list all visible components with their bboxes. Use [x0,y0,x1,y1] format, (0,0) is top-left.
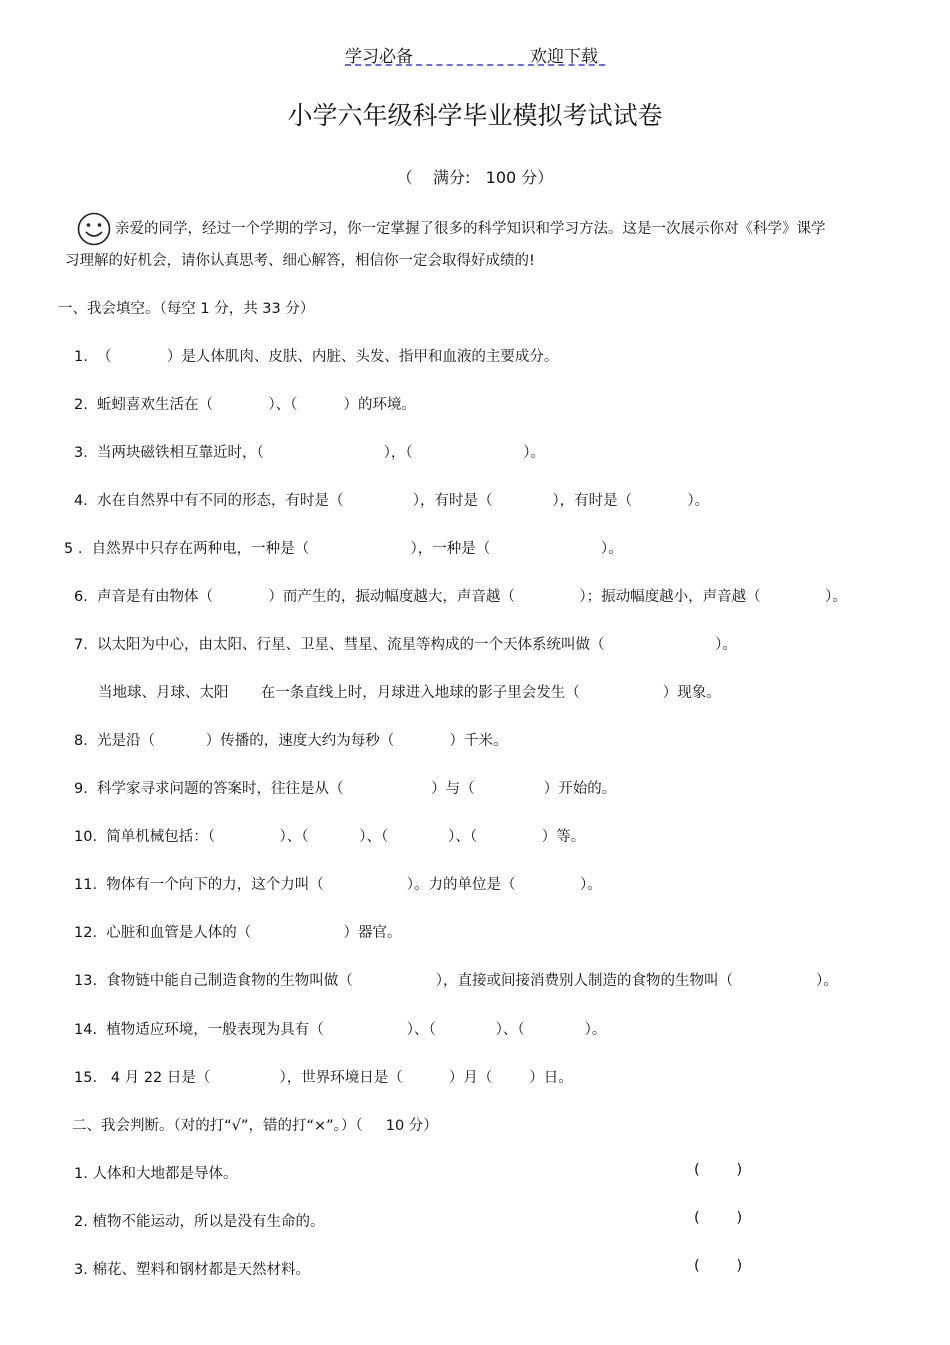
header-left-text: 学习必备 [345,47,413,67]
fill-question-9: 9. 科学家寻求问题的答案时，往往是从（ ）与（ ）开始的。 [74,781,617,797]
header-dashed-rule [345,64,605,66]
fill-question-3: 3. 当两块磁铁相互靠近时，（ ），（ ）。 [74,445,546,461]
judge-question-2: 2. 植物不能运动，所以是没有生命的。 [74,1214,325,1230]
fill-question-11: 11. 物体有一个向下的力，这个力叫（ ）。力的单位是（ ）。 [74,877,602,893]
score-line: （ 满分: 100 分） [396,168,554,187]
judge-question-1: 1. 人体和大地都是导体。 [74,1166,238,1182]
fill-question-5: 5 . 自然界中只存在两种电，一种是（ ），一种是（ ）。 [64,541,623,557]
header-right-text: 欢迎下载 [530,47,598,67]
section2-heading: 二、我会判断。（对的打“√”，错的打“×”。）（ 10 分） [72,1118,438,1134]
intro-line-1: 亲爱的同学，经过一个学期的学习，你一定掌握了很多的科学知识和学习方法。这是一次展示你对《科学》课学 [115,221,826,237]
fill-question-14: 14. 植物适应环境，一般表现为具有（ ）、（ ）、（ ）。 [74,1022,607,1038]
fill-question-8: 8. 光是沿（ ）传播的，速度大约为每秒（ ）千米。 [74,733,508,749]
judge-answer-paren-2: ( ) [694,1210,743,1226]
smiley-face-icon [77,212,111,246]
fill-question-13: 13. 食物链中能自己制造食物的生物叫做（ ），直接或间接消费别人制造的食物的生物叫（ ）。 [74,973,838,989]
section1-heading: 一、我会填空。（每空 1 分，共 33 分） [58,301,315,317]
fill-question-12: 12. 心脏和血管是人体的（ ）器官。 [74,925,402,941]
fill-question-6: 6. 声音是有由物体（ ）而产生的，振动幅度越大，声音越（ ）；振动幅度越小，声音越（ ）。 [74,589,847,605]
fill-question-1: 1. （ ）是人体肌肉、皮肤、内脏、头发、指甲和血液的主要成分。 [74,349,559,365]
fill-question-7: 7. 以太阳为中心，由太阳、行星、卫星、彗星、流星等构成的一个天体系统叫做（ ）。 [74,637,737,653]
fill-question-15: 15. 4 月 22 日是（ ），世界环境日是（ ）月（ ）日。 [74,1070,573,1086]
judge-answer-paren-3: ( ) [694,1258,743,1274]
page-title: 小学六年级科学毕业模拟考试试卷 [287,101,663,130]
intro-line-2: 习理解的好机会，请你认真思考、细心解答，相信你一定会取得好成绩的! [65,253,535,269]
fill-question-10: 10. 简单机械包括：（ ）、（ ）、（ ）、（ ）等。 [74,829,586,845]
judge-question-3: 3. 棉花、塑料和钢材都是天然材料。 [74,1262,310,1278]
fill-question-7-continued: 当地球、月球、太阳 在一条直线上时，月球进入地球的影子里会发生（ ）现象。 [98,685,721,701]
judge-answer-paren-1: ( ) [694,1162,743,1178]
fill-question-4: 4. 水在自然界中有不同的形态，有时是（ ），有时是（ ），有时是（ ）。 [74,493,710,509]
fill-question-2: 2. 蚯蚓喜欢生活在（ ）、（ ）的环境。 [74,397,416,413]
